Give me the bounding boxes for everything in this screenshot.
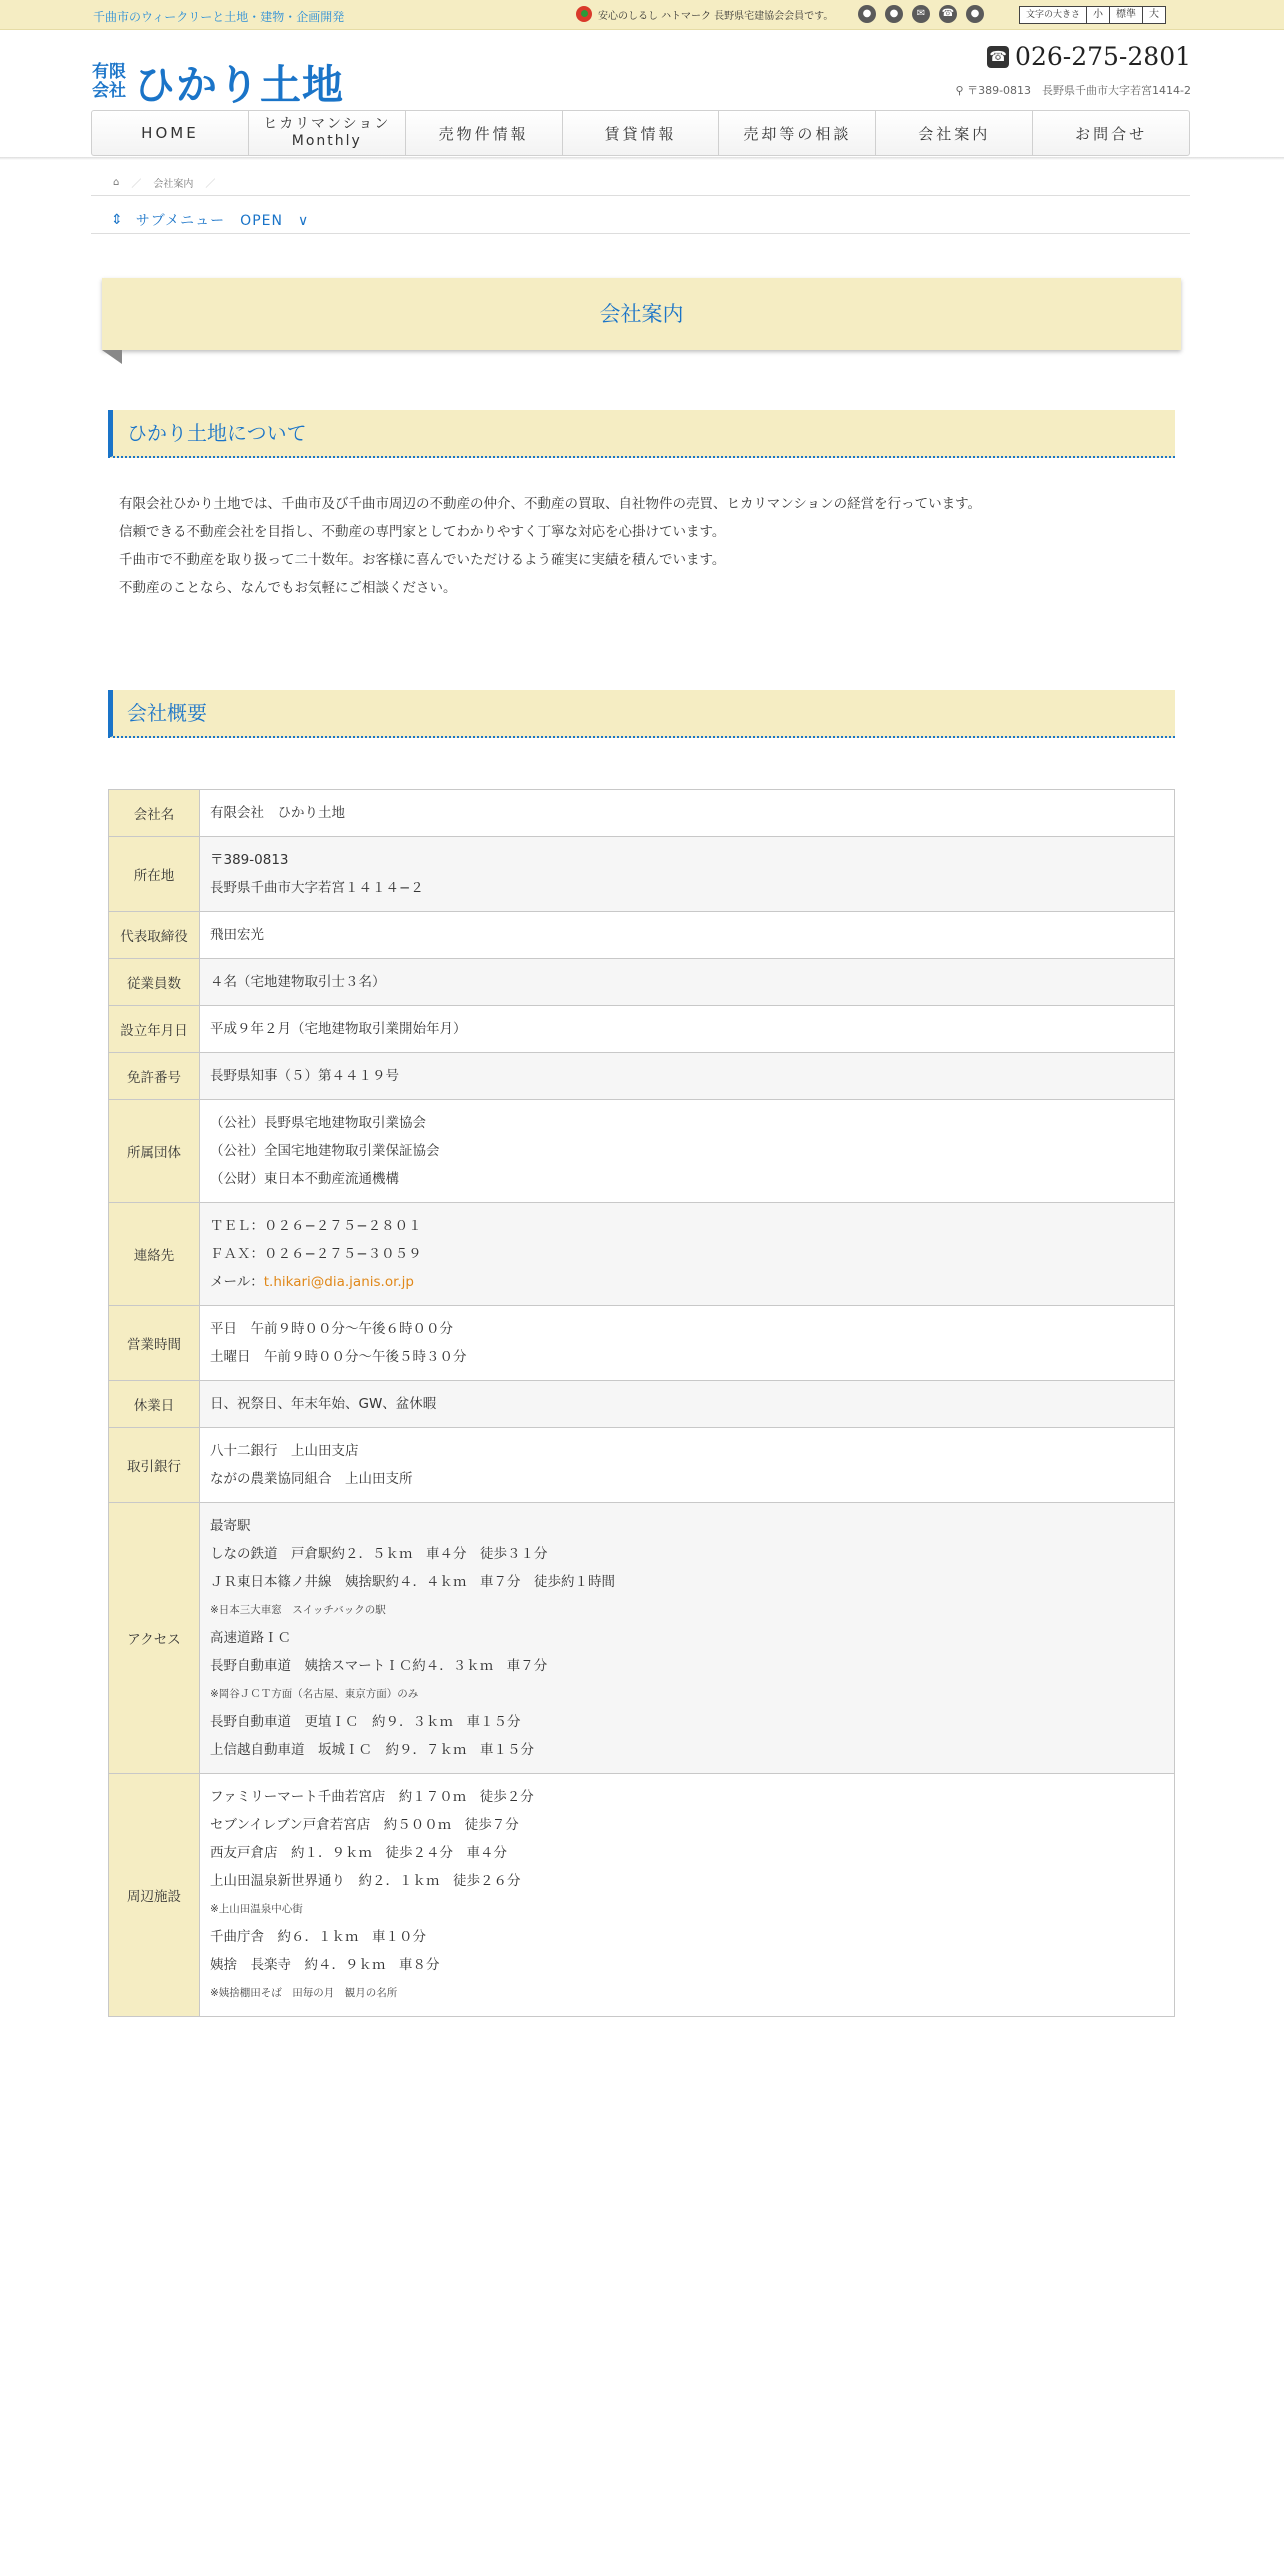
row-value-line: ※日本三大車窓 スイッチバックの駅 <box>210 1604 386 1616</box>
phone-icon: ☎ <box>987 46 1009 68</box>
row-value-line: 長野県千曲市大字若宮１４１４−２ <box>210 880 424 896</box>
row-label: 設立年月日 <box>109 1006 200 1053</box>
site-tagline: 千曲市のウィークリーと土地・建物・企画開発 <box>93 10 345 24</box>
home-icon[interactable]: ⌂ <box>113 177 120 188</box>
global-nav <box>91 110 1190 156</box>
sort-arrows-icon: ⇕ <box>111 211 124 228</box>
table-row <box>109 790 1175 837</box>
people-icon[interactable]: ● <box>885 5 903 23</box>
row-value <box>200 959 1175 1006</box>
row-value <box>200 1774 1175 2017</box>
row-value-line: 有限会社 ひかり土地 <box>210 805 345 821</box>
table-row <box>109 1381 1175 1428</box>
row-value-line <box>210 1268 1164 1296</box>
row-value <box>200 912 1175 959</box>
row-value-line: 上信越自動車道 坂城ＩＣ 約９．７ｋｍ 車１５分 <box>210 1742 534 1758</box>
header-address <box>956 82 1191 98</box>
row-value-line: 八十二銀行 上山田支店 <box>210 1443 359 1459</box>
nav-hikari-mansion-sub: Monthly <box>291 133 362 149</box>
row-value-line: ファミリーマート千曲若宮店 約１７０ｍ 徒歩２分 <box>210 1789 534 1805</box>
nav-selling-consult[interactable]: 売却等の相談 <box>718 111 875 155</box>
row-value <box>200 1100 1175 1203</box>
row-label: 従業員数 <box>109 959 200 1006</box>
table-row <box>109 1774 1175 2017</box>
row-value-line: 姨捨 長楽寺 約４．９ｋｍ 車８分 <box>210 1957 440 1973</box>
breadcrumb-separator: ／ <box>131 179 142 190</box>
location-icon[interactable]: ● <box>966 5 984 23</box>
row-value-line: 平日 午前９時００分〜午後６時００分 <box>210 1321 453 1337</box>
row-value-line: （公社）長野県宅地建物取引業協会 <box>210 1115 426 1131</box>
nav-shadow <box>0 157 1284 160</box>
table-row <box>109 959 1175 1006</box>
about-line: 不動産のことなら、なんでもお気軽にご相談ください。 <box>119 580 457 596</box>
table-row <box>109 1203 1175 1306</box>
row-value-line: ※姨捨棚田そば 田毎の月 観月の名所 <box>210 1987 398 1999</box>
mail-label: メール： <box>210 1274 264 1290</box>
map-pin-icon: ⚲ <box>955 84 968 97</box>
row-value-line: （公社）全国宅地建物取引業保証協会 <box>210 1143 440 1159</box>
header-phone[interactable] <box>987 42 1191 71</box>
row-label: 取引銀行 <box>109 1428 200 1503</box>
row-value-line: しなの鉄道 戸倉駅約２．５ｋｍ 車４分 徒歩３１分 <box>210 1546 548 1562</box>
nav-sale-properties[interactable]: 売物件情報 <box>405 111 562 155</box>
submenu-toggle[interactable] <box>91 206 1190 234</box>
row-value-line: 飛田宏光 <box>210 927 264 943</box>
association-notice[interactable] <box>576 6 833 22</box>
breadcrumb-separator: ／ <box>205 179 216 190</box>
font-size-large-button[interactable]: 大 <box>1142 7 1165 23</box>
nav-contact[interactable]: お問合せ <box>1032 111 1189 155</box>
row-value-line: 最寄駅 <box>210 1518 251 1534</box>
table-row <box>109 837 1175 912</box>
row-value-line: 長野県知事（５）第４４１９号 <box>210 1068 399 1084</box>
table-row <box>109 1100 1175 1203</box>
nav-hikari-mansion[interactable] <box>248 111 405 155</box>
row-label: アクセス <box>109 1503 200 1774</box>
row-value-line: ＦＡＸ：０２６−２７５−３０５９ <box>210 1246 422 1262</box>
row-value-line: 上山田温泉新世界通り 約２．１ｋｍ 徒歩２６分 <box>210 1873 521 1889</box>
font-size-label: 文字の大きさ <box>1020 7 1086 23</box>
font-size-switcher <box>1019 6 1166 24</box>
group-icon[interactable]: ● <box>858 5 876 23</box>
row-label: 所属団体 <box>109 1100 200 1203</box>
section-heading-overview: 会社概要 <box>108 690 1175 738</box>
section-heading-about: ひかり土地について <box>108 410 1175 458</box>
phone-number: 026-275-2801 <box>1015 42 1191 71</box>
hatomark-icon <box>576 6 592 22</box>
table-row <box>109 1053 1175 1100</box>
top-icon-group <box>858 5 984 23</box>
row-value-line: （公財）東日本不動産流通機構 <box>210 1171 399 1187</box>
row-value-line: ＴＥＬ：０２６−２７５−２８０１ <box>210 1218 422 1234</box>
company-overview-table <box>108 789 1175 2017</box>
row-value <box>200 1381 1175 1428</box>
phone-icon[interactable]: ☎ <box>939 5 957 23</box>
row-label: 所在地 <box>109 837 200 912</box>
title-fold-decoration <box>102 350 122 364</box>
font-size-normal-button[interactable]: 標準 <box>1109 7 1142 23</box>
top-strip <box>0 0 1284 30</box>
row-value <box>200 1428 1175 1503</box>
row-label: 連絡先 <box>109 1203 200 1306</box>
table-row <box>109 1006 1175 1053</box>
table-row <box>109 1428 1175 1503</box>
row-label: 代表取締役 <box>109 912 200 959</box>
row-value <box>200 1203 1175 1306</box>
nav-company[interactable]: 会社案内 <box>875 111 1032 155</box>
table-row <box>109 1503 1175 1774</box>
row-label: 休業日 <box>109 1381 200 1428</box>
row-value-line: ながの農業協同組合 上山田支所 <box>210 1471 413 1487</box>
row-value-line: 平成９年２月（宅地建物取引業開始年月） <box>210 1021 467 1037</box>
row-value-line: ※岡谷ＪＣＴ方面（名古屋、東京方面）のみ <box>210 1688 419 1700</box>
font-size-small-button[interactable]: 小 <box>1086 7 1109 23</box>
submenu-label: サブメニュー OPEN ∨ <box>135 212 310 229</box>
row-value <box>200 1306 1175 1381</box>
row-label: 会社名 <box>109 790 200 837</box>
nav-rental[interactable]: 賃貸情報 <box>562 111 719 155</box>
nav-home[interactable]: HOME <box>141 124 199 142</box>
row-value <box>200 1053 1175 1100</box>
row-value <box>200 1503 1175 1774</box>
about-line: 千曲市で不動産を取り扱って二十数年。お客様に喜んでいただけるよう確実に実績を積んでいます。 <box>119 552 726 568</box>
row-value-line: ※上山田温泉中心街 <box>210 1903 303 1915</box>
row-value-line: ＪＲ東日本篠ノ井線 姨捨駅約４．４ｋｍ 車７分 徒歩約１時間 <box>210 1574 615 1590</box>
about-line: 有限会社ひかり土地では、千曲市及び千曲市周辺の不動産の仲介、不動産の買取、自社物件の売買、ヒカリマンションの経営を行っています。 <box>119 496 982 512</box>
row-label: 周辺施設 <box>109 1774 200 2017</box>
mail-icon[interactable]: ✉ <box>912 5 930 23</box>
row-value-line: セブンイレブン戸倉若宮店 約５００ｍ 徒歩７分 <box>210 1817 519 1833</box>
row-value-line: 〒389-0813 <box>210 852 289 868</box>
row-value-line: 日、祝祭日、年末年始、GW、盆休暇 <box>210 1396 437 1412</box>
about-text <box>119 490 1169 602</box>
row-value <box>200 1006 1175 1053</box>
row-label: 免許番号 <box>109 1053 200 1100</box>
nav-hikari-mansion-label: ヒカリマンション <box>263 116 391 132</box>
row-value-line: 土曜日 午前９時００分〜午後５時３０分 <box>210 1349 467 1365</box>
row-label: 営業時間 <box>109 1306 200 1381</box>
table-row <box>109 912 1175 959</box>
row-value-line: 西友戸倉店 約１．９ｋｍ 徒歩２４分 車４分 <box>210 1845 507 1861</box>
site-logo[interactable] <box>92 52 344 111</box>
logo-company-type: 有限会社 <box>92 61 126 101</box>
row-value-line: 高速道路ＩＣ <box>210 1630 291 1646</box>
breadcrumb <box>91 170 1190 196</box>
address-text: 〒389-0813 長野県千曲市大字若宮1414-2 <box>967 84 1191 97</box>
about-line: 信頼できる不動産会社を目指し、不動産の専門家としてわかりやすく丁寧な対応を心掛けています。 <box>119 524 726 540</box>
email-link[interactable]: t.hikari@dia.janis.or.jp <box>263 1274 415 1290</box>
row-value <box>200 790 1175 837</box>
row-value-line: 千曲庁舎 約６．１ｋｍ 車１０分 <box>210 1929 426 1945</box>
row-value-line: 長野自動車道 姨捨スマートＩＣ約４．３ｋｍ 車７分 <box>210 1658 548 1674</box>
logo-company-name: ひかり土地 <box>134 61 344 109</box>
row-value <box>200 837 1175 912</box>
page-title: 会社案内 <box>102 278 1181 350</box>
table-row <box>109 1306 1175 1381</box>
association-text: 安心のしるし ハトマーク 長野県宅建協会会員です。 <box>598 10 834 22</box>
breadcrumb-current: 会社案内 <box>153 179 194 190</box>
row-value-line: 長野自動車道 更埴ＩＣ 約９．３ｋｍ 車１５分 <box>210 1714 521 1730</box>
row-value-line: ４名（宅地建物取引士３名） <box>210 974 386 990</box>
